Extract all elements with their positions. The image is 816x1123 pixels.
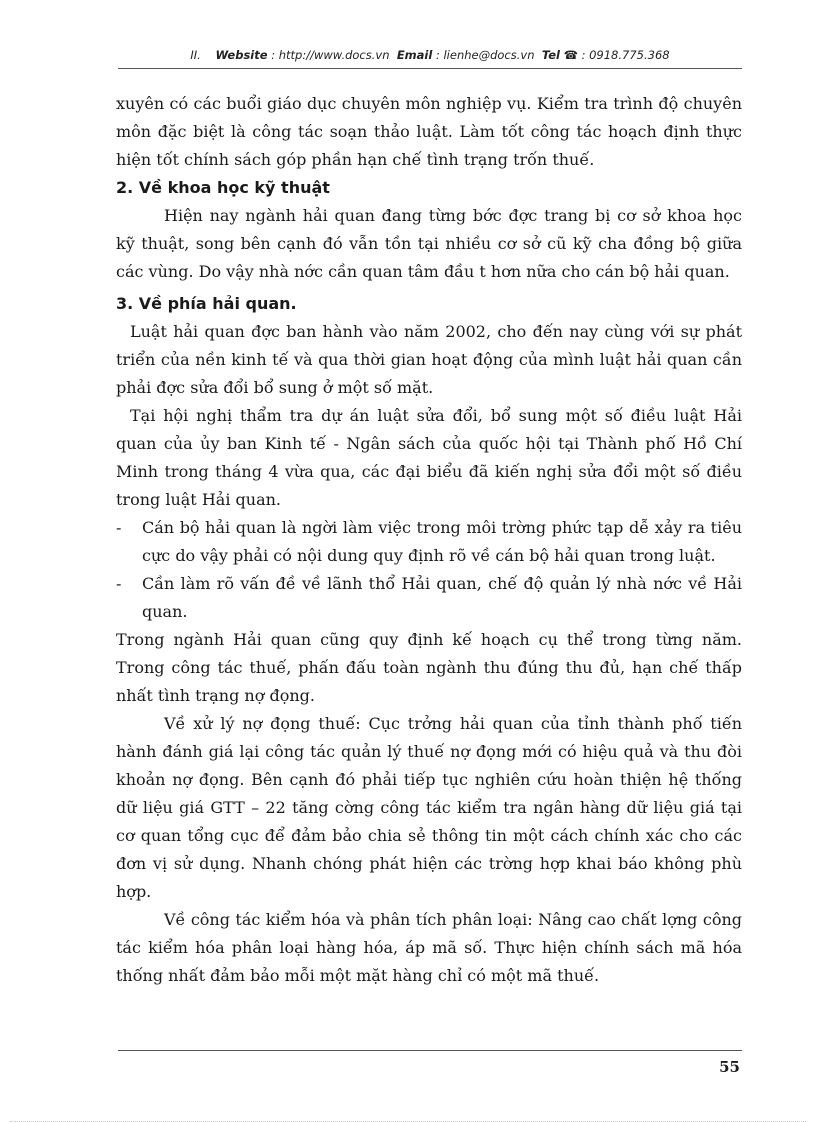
bullet-item <box>116 514 742 570</box>
footer-divider <box>118 1050 742 1051</box>
paragraph-conference: Tại hội nghị thẩm tra dự án luật sửa đổi, bổ sung một số điều luật Hải quan của ủy ban Kinh tế - Ngân sách của quốc hội tại Thành phố Hồ Chí Minh trong tháng 4 vừa qua, các đại biểu đã kiến nghị sửa đổi một số điều trong luật Hải quan. <box>116 406 742 509</box>
section-heading-technology: 2. Về khoa học kỹ thuật <box>116 178 330 197</box>
page-number: 55 <box>719 1058 740 1076</box>
paragraph-annual-plan: Trong ngành Hải quan cũng quy định kế hoạch cụ thể trong từng năm. Trong công tác thuế, phấn đấu toàn ngành thu đúng thu đủ, hạn chế thấp nhất tình trạng nợ đọng. <box>116 630 742 705</box>
phone-icon: ☎ <box>563 48 578 62</box>
paragraph-continuation: xuyên có các buổi giáo dục chuyên môn nghiệp vụ. Kiểm tra trình độ chuyên môn đặc biệt là công tác soạn thảo luật. Làm tốt công tác hoạch định thực hiện tốt chính sách góp phần hạn chế tình trạng trốn thuế. <box>116 94 742 169</box>
website-label: Website <box>215 48 268 62</box>
website-value: : http://www.docs.vn <box>271 48 390 62</box>
page-content <box>116 90 742 990</box>
paragraph-customs-law: Luật hải quan đợc ban hành vào năm 2002, cho đến nay cùng với sự phát triển của nền kinh tế và qua thời gian hoạt động của mình luật hải quan cần phải đợc sửa đổi bổ sung ở một số mặt. <box>116 322 742 397</box>
page-header <box>118 46 742 69</box>
section-heading-customs: 3. Về phía hải quan. <box>116 294 297 313</box>
paragraph-tax-debt: Về xử lý nợ đọng thuế: Cục trởng hải quan của tỉnh thành phố tiến hành đánh giá lại công tác quản lý thuế nợ đọng mới có hiệu quả và thu đòi khoản nợ đọng. Bên cạnh đó phải tiếp tục nghiên cứu hoàn thiện hệ thống dữ liệu giá GTT – 22 tăng cờng công tác kiểm tra ngân hàng dữ liệu giá tại cơ quan tổng cục để đảm bảo chia sẻ thông tin một cách chính xác cho các đơn vị sử dụng. Nhanh chóng phát hiện các trờng hợp khai báo không phù hợp. <box>116 714 742 901</box>
header-prefix: II. <box>190 48 201 62</box>
bullet-item <box>116 570 742 626</box>
tel-value: : 0918.775.368 <box>581 48 670 62</box>
paragraph-inspection: Về công tác kiểm hóa và phân tích phân loại: Nâng cao chất lợng công tác kiểm hóa phân loại hàng hóa, áp mã số. Thực hiện chính sách mã hóa thống nhất đảm bảo mỗi một mặt hàng chỉ có một mã thuế. <box>116 910 742 985</box>
tel-label: Tel <box>541 48 560 62</box>
bullet-dash: - <box>116 518 122 537</box>
page-bottom-dotted-line <box>10 1121 806 1122</box>
bullet-text-officers: Cán bộ hải quan là ngời làm việc trong môi trờng phức tạp dễ xảy ra tiêu cực do vậy phải có nội dung quy định rõ về cán bộ hải quan trong luật. <box>142 518 742 565</box>
email-label: Email <box>396 48 433 62</box>
paragraph-technology: Hiện nay ngành hải quan đang từng bớc đợc trang bị cơ sở khoa học kỹ thuật, song bên cạnh đó vẫn tồn tại nhiều cơ sở cũ kỹ cha đồng bộ giữa các vùng. Do vậy nhà nớc cần quan tâm đầu t hơn nữa cho cán bộ hải quan. <box>116 206 742 281</box>
bullet-text-territory: Cần làm rõ vấn đề về lãnh thổ Hải quan, chế độ quản lý nhà nớc về Hải quan. <box>142 574 742 621</box>
email-value: : lienhe@docs.vn <box>435 48 535 62</box>
bullet-dash: - <box>116 574 122 593</box>
